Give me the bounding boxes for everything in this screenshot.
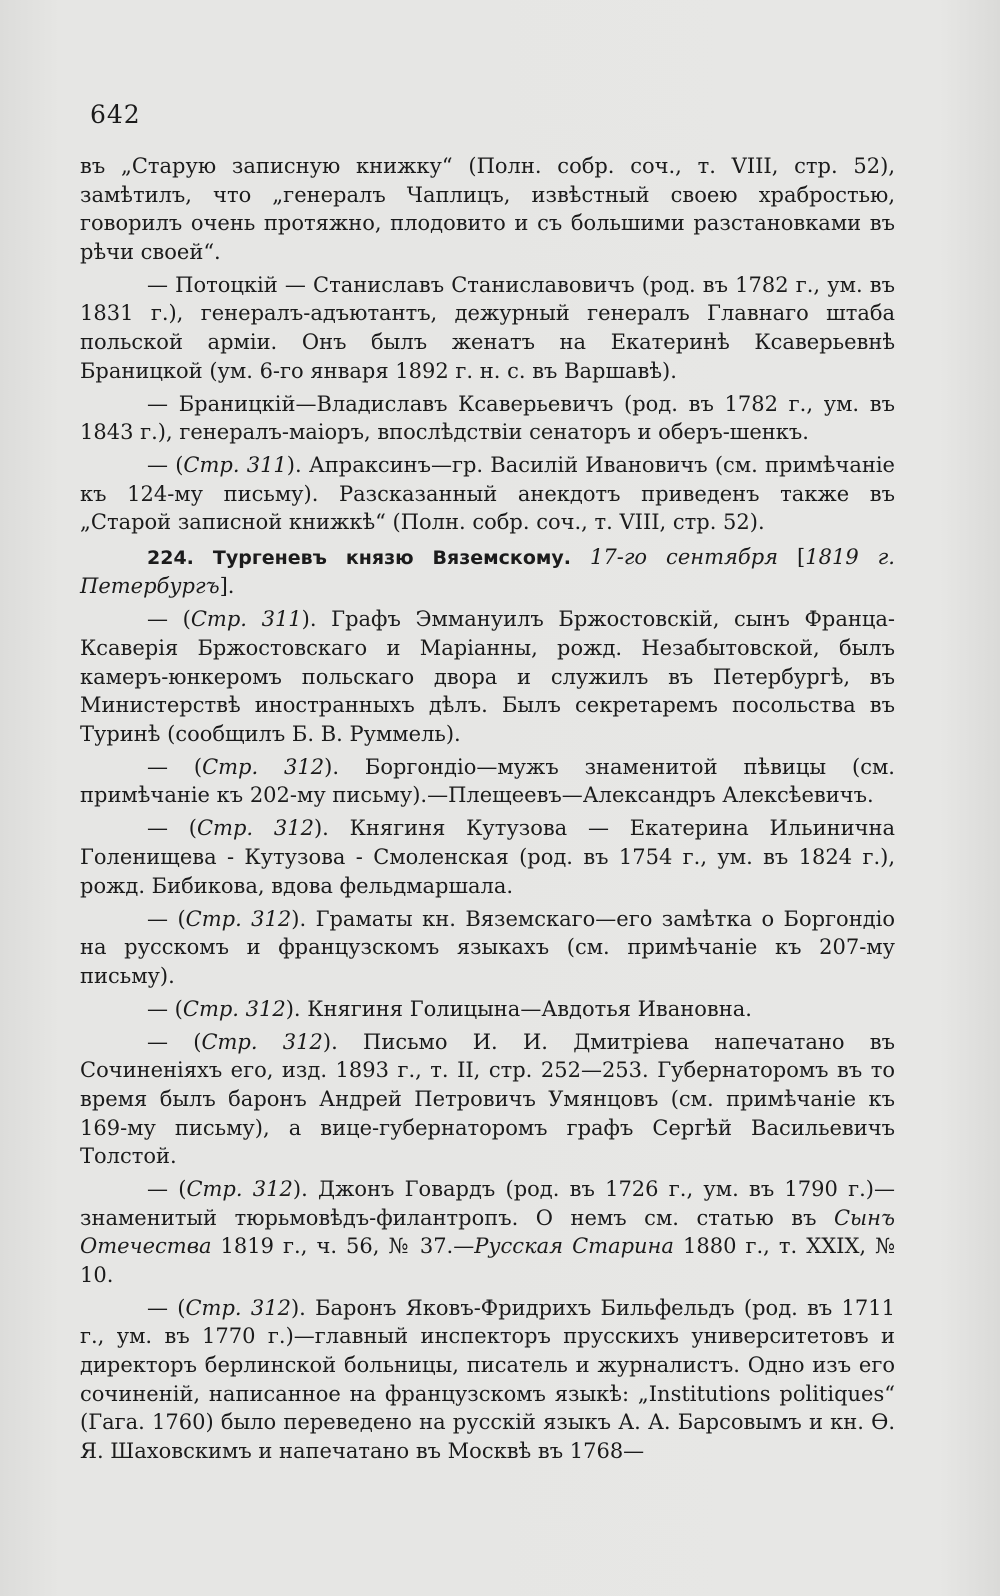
note-text: ). Княгиня Кутузова — Екатерина Ильинична Голенищева - Кутузова - Смоленская (род. въ 1754 г., ум. въ 1824 г.), рожд. Бибикова, вдова фельдмаршала. <box>80 816 895 898</box>
letter-title: Тургеневъ князю Вяземскому. <box>212 546 572 569</box>
page-reference: Стр. 312 <box>182 996 286 1021</box>
letter-date: 17-го сентября <box>590 544 779 569</box>
paragraph-continuation: въ „Старую записную книжку“ (Полн. собр. соч., т. VIII, стр. 52), замѣтилъ, что „генералъ Чаплицъ, извѣстный своею храбростью, говорилъ очень протяжно, плодовито и съ большими разстановками въ рѣчи своей“. <box>80 154 895 264</box>
source-title: Русская Старина <box>474 1234 674 1259</box>
note-text: ). Графъ Эммануилъ Бржостовскій, сынъ Франца-Ксаверія Бржостовскаго и Маріанны, рожд. Незабытовской, былъ камеръ-юнкеромъ польскаго двора и служилъ въ Петербургѣ, въ Министерствѣ иностранныхъ дѣлъ. Былъ секретаремъ посольства въ Туринѣ (сообщилъ Б. В. Руммель). <box>80 607 895 746</box>
page-reference: Стр. 312 <box>201 1029 323 1054</box>
note-text: ). Княгиня Голицына—Авдотья Ивановна. <box>285 996 752 1021</box>
note-dmitriev <box>80 1028 895 1171</box>
letter-number: 224. <box>147 546 194 569</box>
note-dash: — ( <box>147 1177 187 1202</box>
note-text: ). Джонъ Говардъ (род. въ 1726 г., ум. въ 1790 г.)—знаменитый тюрьмовѣдъ-филантропъ. О немъ см. статью въ <box>80 1177 895 1230</box>
page-reference: Стр. 311 <box>190 607 302 632</box>
note-text: ). Апраксинъ—гр. Василій Ивановичъ (см. примѣчаніе къ 124-му письму). Разсказанный анекдотъ приведенъ также въ „Старой записной книжкѣ“ (Полн. собр. соч., т. VIII, стр. 52). <box>80 453 895 535</box>
note-text: 1880 г., т. XXIX, № 10. <box>80 1234 895 1287</box>
note-dash: — ( <box>147 1029 202 1054</box>
note-dash: — ( <box>147 607 191 632</box>
note-dash: — ( <box>147 1295 186 1320</box>
page-reference: Стр. 312 <box>202 754 325 779</box>
page-reference: Стр. 312 <box>185 1295 291 1320</box>
note-dash: — ( <box>147 754 203 779</box>
note-dash: — ( <box>147 906 186 931</box>
page-reference: Стр. 311 <box>183 453 287 478</box>
note-text: ). Граматы кн. Вяземскаго—его замѣтка о Боргондіо на русскомъ и французскомъ языкахъ (см. примѣчаніе къ 207-му письму). <box>80 906 895 988</box>
note-apraksin <box>80 451 895 537</box>
note-bielfeld <box>80 1294 895 1466</box>
note-borgondio <box>80 753 895 810</box>
page-reference: Стр. 312 <box>186 1177 293 1202</box>
note-brzhostovsky <box>80 605 895 748</box>
source-title: Сынъ Отечества <box>80 1205 895 1259</box>
letter-place: 1819 г. Петербургъ <box>80 544 895 599</box>
note-text: ). Боргондіо—мужъ знаменитой пѣвицы (см. примѣчаніе къ 202-му письму).—Плещеевъ—Александръ Алексѣевичъ. <box>80 754 895 808</box>
note-dash: — ( <box>147 996 183 1021</box>
note-text: ). Баронъ Яковъ-Фридрихъ Бильфельдъ (род. въ 1711 г., ум. въ 1770 г.)—главный инспекторъ прусскихъ университетовъ и директоръ берлинской больницы, писатель и журналистъ. Одно изъ его сочиненій, написанное на французскомъ языкѣ: „Institutions politiques“ (Гага. 1760) было переведено на русскій языкъ А. А. Барсовымъ и кн. Ѳ. Я. Шаховскимъ и напечатано въ Москвѣ въ 1768— <box>80 1295 895 1463</box>
note-branicki: — Браницкій—Владиславъ Ксаверьевичъ (род. въ 1782 г., ум. въ 1843 г.), генералъ-маіоръ, впослѣдствіи сенаторъ и оберъ-шенкъ. <box>80 391 895 445</box>
text-block <box>80 152 895 1470</box>
note-kutuzova <box>80 814 895 900</box>
page-reference: Стр. 312 <box>196 816 314 841</box>
page-reference: Стр. 312 <box>185 906 292 931</box>
note-gramaty <box>80 905 895 991</box>
letter-entry-heading <box>80 543 895 601</box>
note-text: 1819 г., ч. 56, № 37.— <box>211 1234 475 1259</box>
note-howard <box>80 1175 895 1289</box>
note-golitsyna <box>80 995 895 1024</box>
note-dash: — ( <box>147 453 184 478</box>
bracket-open: [ <box>778 544 806 569</box>
page-number: 642 <box>90 100 141 129</box>
note-dash: — ( <box>147 816 197 841</box>
bracket-close: ]. <box>219 574 235 599</box>
note-potocki: — Потоцкій — Станиславъ Станиславовичъ (род. въ 1782 г., ум. въ 1831 г.), генералъ-адъютантъ, дежурный генералъ Главнаго штаба польской арміи. Онъ былъ женатъ на Екатеринѣ Ксаверьевнѣ Браницкой (ум. 6-го января 1892 г. н. с. въ Варшавѣ). <box>80 272 895 383</box>
note-text: ). Письмо И. И. Дмитріева напечатано въ Сочиненіяхъ его, изд. 1893 г., т. II, стр. 252—253. Губернаторомъ въ то время былъ баронъ Андрей Петровичъ Умянцовъ (см. примѣчаніе къ 169-му письму), а вице-губернаторомъ графъ Сергѣй Васильевичъ Толстой. <box>80 1029 895 1169</box>
